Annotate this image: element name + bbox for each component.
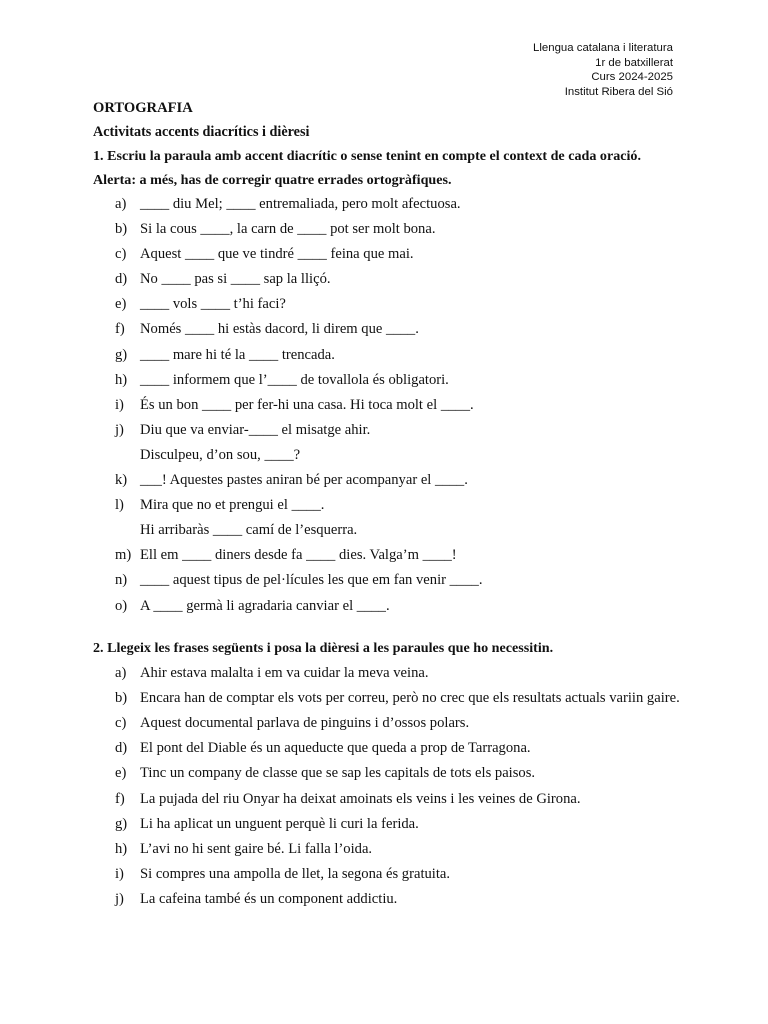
item-text: ____ vols ____ t’hi faci? [140, 296, 286, 313]
item-text: L’avi no hi sent gaire bé. Li falla l’oida. [140, 840, 373, 857]
document-header [533, 41, 673, 99]
section-1-instruction: 1. Escriu la paraula amb accent diacrític o sense tenint en compte el context de cada oració. [93, 148, 642, 164]
list-item [93, 543, 683, 568]
item-text: El pont del Diable és un aqueducte que queda a prop de Tarragona. [140, 740, 531, 757]
item-marker: i) [115, 396, 124, 413]
item-marker: k) [115, 472, 128, 489]
item-marker: j) [115, 421, 124, 438]
item-text: Si compres una ampolla de llet, la segona és gratuita. [140, 866, 451, 883]
section-1 [93, 144, 683, 619]
item-marker: b) [115, 689, 128, 706]
list-item [93, 468, 683, 493]
item-marker: f) [115, 790, 125, 807]
item-marker: a) [115, 196, 127, 212]
item-text: Li ha aplicat un unguent perquè li curi la ferida. [140, 815, 419, 832]
list-item [93, 661, 683, 686]
item-marker: e) [115, 296, 127, 313]
item-text: ____ mare hi té la ____ trencada. [140, 346, 335, 363]
item-text: ____ diu Mel; ____ entremaliada, pero molt afectuosa. [140, 196, 461, 212]
list-item [93, 887, 683, 912]
item-marker: n) [115, 572, 128, 589]
item-marker: d) [115, 740, 128, 757]
list-item [93, 736, 683, 761]
item-text: Mira que no et prengui el ____. [140, 497, 325, 514]
item-marker: d) [115, 271, 128, 288]
item-text: Ell em ____ diners desde fa ____ dies. Valga’m ____! [140, 547, 457, 564]
item-marker: g) [115, 815, 128, 832]
item-marker: i) [115, 866, 124, 883]
item-text: No ____ pas si ____ sap la lliçó. [140, 271, 331, 288]
list-item [93, 686, 683, 711]
page-title: ORTOGRAFIA [93, 100, 193, 116]
item-text: Aquest ____ que ve tindré ____ feina que mai. [140, 246, 414, 263]
header-school-year: Curs 2024-2025 [591, 71, 673, 84]
item-marker: j) [115, 891, 124, 908]
list-item [93, 267, 683, 292]
list-item [93, 862, 683, 887]
section-2-list [93, 661, 683, 913]
header-institution: Institut Ribera del Sió [564, 85, 673, 98]
list-item [93, 711, 683, 736]
item-marker: l) [115, 497, 124, 514]
item-marker: f) [115, 321, 125, 338]
section-1-alert: Alerta: a més, has de corregir quatre errades ortogràfiques. [93, 172, 452, 188]
item-text: Encara han de comptar els vots per correu, però no crec que els resultats actuals variin gaire. [140, 689, 680, 706]
item-marker: e) [115, 765, 127, 782]
section-1-list [93, 192, 683, 619]
list-item [93, 343, 683, 368]
item-text: ____ aquest tipus de pel·lícules les que em fan venir ____. [140, 572, 483, 589]
document-body [93, 97, 683, 912]
list-item [93, 192, 683, 217]
item-text: Hi arribaràs ____ camí de l’esquerra. [140, 522, 358, 539]
header-course: 1r de batxillerat [595, 56, 673, 69]
item-text: Només ____ hi estàs dacord, li direm que ____. [140, 321, 419, 338]
list-item [93, 787, 683, 812]
item-marker: c) [115, 246, 127, 263]
page-subtitle: Activitats accents diacrítics i dièresi [93, 124, 310, 140]
section-divider-space [93, 619, 683, 635]
item-text: A ____ germà li agradaria canviar el ____. [140, 597, 390, 614]
list-item [93, 418, 683, 443]
item-marker: a) [115, 664, 127, 681]
section-2-instruction: 2. Llegeix les frases següents i posa la dièresi a les paraules que ho necessitin. [93, 639, 554, 656]
item-text: ____ informem que l’____ de tovallola és obligatori. [140, 371, 449, 388]
item-text: Si la cous ____, la carn de ____ pot ser molt bona. [140, 221, 436, 238]
item-text: ___! Aquestes pastes aniran bé per acompanyar el ____. [140, 472, 468, 489]
item-marker [93, 443, 140, 468]
item-marker: g) [115, 346, 128, 363]
list-item-continuation [93, 443, 683, 468]
list-item-continuation [93, 518, 683, 543]
item-marker [93, 518, 140, 543]
list-item [93, 217, 683, 242]
section-2 [93, 635, 683, 913]
item-text: Ahir estava malalta i em va cuidar la meva veina. [140, 664, 429, 681]
list-item [93, 812, 683, 837]
item-text: La cafeina també és un component addictiu. [140, 891, 398, 908]
list-item [93, 493, 683, 518]
item-text: Disculpeu, d’on sou, ____? [140, 446, 301, 463]
item-text: Diu que va enviar-____ el misatge ahir. [140, 421, 371, 438]
list-item [93, 568, 683, 593]
item-text: Tinc un company de classe que se sap les capitals de tots els paisos. [140, 765, 536, 782]
item-text: Aquest documental parlava de pinguins i d’ossos polars. [140, 714, 470, 731]
list-item [93, 393, 683, 418]
item-marker: m) [115, 547, 132, 564]
list-item [93, 368, 683, 393]
item-marker: o) [115, 597, 128, 614]
header-subject: Llengua catalana i literatura [533, 42, 673, 54]
item-text: La pujada del riu Onyar ha deixat amoinats els veins i les veines de Girona. [140, 790, 581, 807]
item-marker: b) [115, 221, 128, 238]
item-text: És un bon ____ per fer-hi una casa. Hi toca molt el ____. [140, 396, 474, 413]
item-marker: h) [115, 840, 128, 857]
list-item [93, 594, 683, 619]
item-marker: h) [115, 371, 128, 388]
list-item [93, 761, 683, 786]
list-item [93, 317, 683, 342]
list-item [93, 242, 683, 267]
item-marker: c) [115, 714, 127, 731]
list-item [93, 837, 683, 862]
list-item [93, 292, 683, 317]
